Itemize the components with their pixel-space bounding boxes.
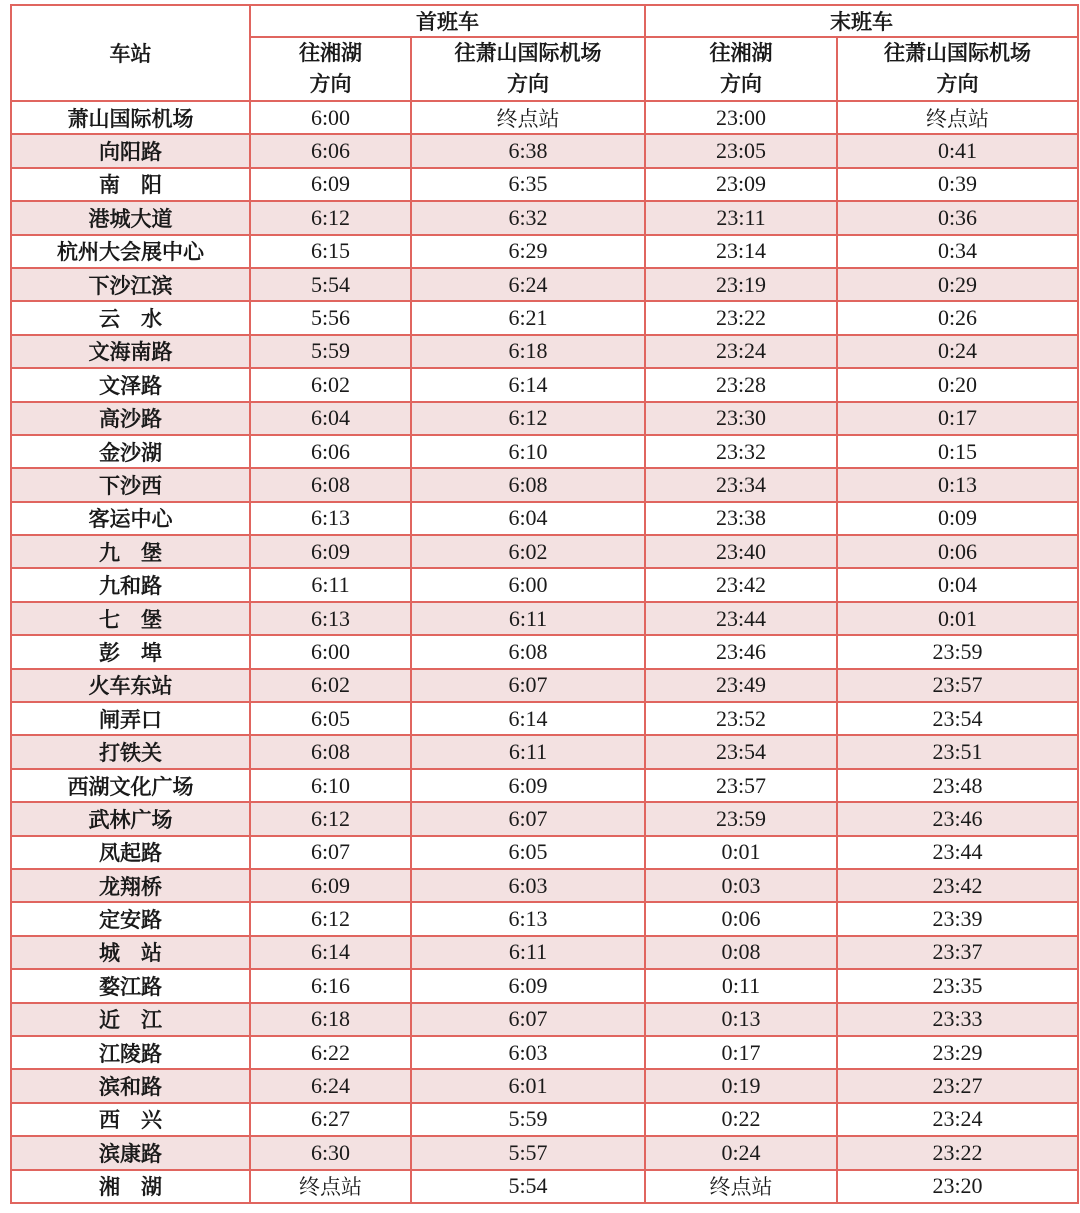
direction-label-line1: 往萧山国际机场 — [884, 41, 1031, 65]
station-name-cell: 火车东站 — [11, 669, 250, 702]
station-name-cell: 西 兴 — [11, 1103, 250, 1136]
table-row — [11, 1103, 1078, 1136]
last-train-xianghu-cell: 0:01 — [645, 836, 837, 869]
first-train-xianghu-cell: 5:59 — [250, 335, 411, 368]
first-train-xianghu-cell: 6:02 — [250, 368, 411, 401]
first-train-airport-cell: 6:12 — [411, 402, 645, 435]
last-train-airport-cell: 终点站 — [837, 101, 1078, 134]
station-name-cell: 向阳路 — [11, 134, 250, 167]
first-train-airport-cell: 5:57 — [411, 1136, 645, 1169]
table-row — [11, 969, 1078, 1002]
table-row — [11, 568, 1078, 601]
last-train-airport-cell: 23:27 — [837, 1069, 1078, 1102]
last-train-airport-cell: 23:29 — [837, 1036, 1078, 1069]
first-train-airport-cell: 6:01 — [411, 1069, 645, 1102]
station-name-cell: 云 水 — [11, 301, 250, 334]
first-train-airport-cell: 6:03 — [411, 869, 645, 902]
first-train-airport-cell: 6:11 — [411, 936, 645, 969]
table-row — [11, 335, 1078, 368]
station-name-cell: 凤起路 — [11, 836, 250, 869]
first-train-airport-cell: 6:07 — [411, 1003, 645, 1036]
last-train-xianghu-cell: 0:06 — [645, 902, 837, 935]
first-train-xianghu-cell: 6:09 — [250, 535, 411, 568]
station-name-cell: 七 堡 — [11, 602, 250, 635]
last-train-xianghu-cell: 0:08 — [645, 936, 837, 969]
first-train-airport-cell: 6:21 — [411, 301, 645, 334]
direction-label-line1: 往湘湖 — [299, 41, 362, 65]
station-name-cell: 杭州大会展中心 — [11, 235, 250, 268]
first-train-airport-cell: 6:05 — [411, 836, 645, 869]
last-train-airport-cell: 23:22 — [837, 1136, 1078, 1169]
direction-label-line2: 方向 — [720, 72, 762, 96]
first-train-xianghu-cell: 6:08 — [250, 735, 411, 768]
first-train-airport-cell: 5:59 — [411, 1103, 645, 1136]
first-train-xianghu-cell: 6:08 — [250, 468, 411, 501]
first-train-airport-cell: 6:29 — [411, 235, 645, 268]
first-train-xianghu-cell: 6:04 — [250, 402, 411, 435]
last-train-xianghu-cell: 0:19 — [645, 1069, 837, 1102]
last-train-airport-cell: 0:04 — [837, 568, 1078, 601]
station-name-cell: 滨和路 — [11, 1069, 250, 1102]
station-name-cell: 城 站 — [11, 936, 250, 969]
station-name-cell: 滨康路 — [11, 1136, 250, 1169]
station-name-cell: 湘 湖 — [11, 1170, 250, 1203]
last-train-xianghu-cell: 0:24 — [645, 1136, 837, 1169]
station-name-cell: 闸弄口 — [11, 702, 250, 735]
table-row — [11, 535, 1078, 568]
first-train-airport-cell: 6:24 — [411, 268, 645, 301]
last-train-airport-cell: 0:01 — [837, 602, 1078, 635]
station-name-cell: 武林广场 — [11, 802, 250, 835]
last-train-xianghu-cell: 23:32 — [645, 435, 837, 468]
last-train-airport-cell: 23:33 — [837, 1003, 1078, 1036]
last-train-airport-cell: 23:35 — [837, 969, 1078, 1002]
table-row — [11, 268, 1078, 301]
last-train-airport-cell: 0:17 — [837, 402, 1078, 435]
first-train-xianghu-cell: 6:30 — [250, 1136, 411, 1169]
last-train-airport-cell: 23:44 — [837, 836, 1078, 869]
last-train-xianghu-cell: 23:52 — [645, 702, 837, 735]
table-row — [11, 201, 1078, 234]
last-train-airport-cell: 23:42 — [837, 869, 1078, 902]
first-train-airport-cell: 6:03 — [411, 1036, 645, 1069]
last-train-airport-cell: 23:20 — [837, 1170, 1078, 1203]
station-name-cell: 南 阳 — [11, 168, 250, 201]
last-xianghu-direction-header — [645, 37, 837, 101]
last-train-airport-cell: 0:15 — [837, 435, 1078, 468]
last-train-airport-cell: 23:57 — [837, 669, 1078, 702]
first-train-xianghu-cell: 6:12 — [250, 201, 411, 234]
table-row — [11, 1036, 1078, 1069]
last-train-airport-cell: 23:54 — [837, 702, 1078, 735]
station-name-cell: 高沙路 — [11, 402, 250, 435]
table-row — [11, 936, 1078, 969]
first-train-xianghu-cell: 6:10 — [250, 769, 411, 802]
table-row — [11, 635, 1078, 668]
last-train-xianghu-cell: 23:14 — [645, 235, 837, 268]
last-train-xianghu-cell: 23:24 — [645, 335, 837, 368]
table-row — [11, 1069, 1078, 1102]
table-row — [11, 235, 1078, 268]
last-train-header: 末班车 — [645, 5, 1078, 37]
station-name-cell: 定安路 — [11, 902, 250, 935]
station-name-cell: 金沙湖 — [11, 435, 250, 468]
table-row — [11, 468, 1078, 501]
table-row — [11, 735, 1078, 768]
table-row — [11, 1170, 1078, 1203]
table-row — [11, 802, 1078, 835]
table-row — [11, 301, 1078, 334]
first-train-airport-cell: 6:11 — [411, 602, 645, 635]
last-train-xianghu-cell: 0:13 — [645, 1003, 837, 1036]
table-row — [11, 1003, 1078, 1036]
last-train-airport-cell: 23:48 — [837, 769, 1078, 802]
first-train-airport-cell: 6:38 — [411, 134, 645, 167]
first-train-airport-cell: 6:08 — [411, 635, 645, 668]
last-train-airport-cell: 23:51 — [837, 735, 1078, 768]
table-row — [11, 134, 1078, 167]
station-name-cell: 下沙西 — [11, 468, 250, 501]
last-train-airport-cell: 0:36 — [837, 201, 1078, 234]
first-train-xianghu-cell: 6:06 — [250, 134, 411, 167]
table-row — [11, 435, 1078, 468]
last-train-xianghu-cell: 0:11 — [645, 969, 837, 1002]
first-train-xianghu-cell: 6:00 — [250, 101, 411, 134]
timetable — [10, 4, 1079, 1204]
first-train-airport-cell: 6:04 — [411, 502, 645, 535]
last-train-xianghu-cell: 23:22 — [645, 301, 837, 334]
first-train-xianghu-cell: 5:56 — [250, 301, 411, 334]
first-train-airport-cell: 6:07 — [411, 669, 645, 702]
first-train-xianghu-cell: 6:18 — [250, 1003, 411, 1036]
station-name-cell: 九 堡 — [11, 535, 250, 568]
first-train-xianghu-cell: 6:24 — [250, 1069, 411, 1102]
last-train-xianghu-cell: 23:42 — [645, 568, 837, 601]
first-train-airport-cell: 6:02 — [411, 535, 645, 568]
first-train-xianghu-cell: 6:07 — [250, 836, 411, 869]
station-name-cell: 九和路 — [11, 568, 250, 601]
table-row — [11, 669, 1078, 702]
station-name-cell: 下沙江滨 — [11, 268, 250, 301]
first-train-xianghu-cell: 6:13 — [250, 602, 411, 635]
last-train-airport-cell: 0:26 — [837, 301, 1078, 334]
first-train-xianghu-cell: 6:02 — [250, 669, 411, 702]
last-train-airport-cell: 23:59 — [837, 635, 1078, 668]
last-train-xianghu-cell: 23:44 — [645, 602, 837, 635]
station-name-cell: 打铁关 — [11, 735, 250, 768]
table-row — [11, 101, 1078, 134]
last-train-airport-cell: 23:37 — [837, 936, 1078, 969]
first-train-xianghu-cell: 终点站 — [250, 1170, 411, 1203]
first-airport-direction-header — [411, 37, 645, 101]
last-train-xianghu-cell: 23:28 — [645, 368, 837, 401]
first-train-xianghu-cell: 6:13 — [250, 502, 411, 535]
first-train-airport-cell: 5:54 — [411, 1170, 645, 1203]
first-train-xianghu-cell: 5:54 — [250, 268, 411, 301]
table-row — [11, 869, 1078, 902]
last-train-xianghu-cell: 0:03 — [645, 869, 837, 902]
table-row — [11, 702, 1078, 735]
station-name-cell: 客运中心 — [11, 502, 250, 535]
station-name-cell: 近 江 — [11, 1003, 250, 1036]
first-train-xianghu-cell: 6:15 — [250, 235, 411, 268]
last-train-xianghu-cell: 23:19 — [645, 268, 837, 301]
last-train-xianghu-cell: 23:57 — [645, 769, 837, 802]
first-train-airport-cell: 6:08 — [411, 468, 645, 501]
table-row — [11, 402, 1078, 435]
last-train-xianghu-cell: 23:54 — [645, 735, 837, 768]
last-train-airport-cell: 0:06 — [837, 535, 1078, 568]
station-header: 车站 — [11, 5, 250, 101]
first-train-xianghu-cell: 6:00 — [250, 635, 411, 668]
last-train-xianghu-cell: 23:09 — [645, 168, 837, 201]
last-train-airport-cell: 0:29 — [837, 268, 1078, 301]
last-train-xianghu-cell: 终点站 — [645, 1170, 837, 1203]
first-train-airport-cell: 6:18 — [411, 335, 645, 368]
first-train-airport-cell: 6:10 — [411, 435, 645, 468]
first-train-airport-cell: 6:14 — [411, 368, 645, 401]
first-train-xianghu-cell: 6:22 — [250, 1036, 411, 1069]
last-train-airport-cell: 0:20 — [837, 368, 1078, 401]
first-train-xianghu-cell: 6:12 — [250, 902, 411, 935]
last-train-xianghu-cell: 23:11 — [645, 201, 837, 234]
first-train-xianghu-cell: 6:09 — [250, 869, 411, 902]
timetable-body — [11, 101, 1078, 1203]
first-train-airport-cell: 6:09 — [411, 769, 645, 802]
table-row — [11, 902, 1078, 935]
last-airport-direction-header — [837, 37, 1078, 101]
first-train-airport-cell: 6:07 — [411, 802, 645, 835]
first-train-airport-cell: 6:13 — [411, 902, 645, 935]
header-row-1 — [11, 5, 1078, 37]
first-train-airport-cell: 6:32 — [411, 201, 645, 234]
last-train-airport-cell: 0:13 — [837, 468, 1078, 501]
first-train-xianghu-cell: 6:12 — [250, 802, 411, 835]
station-name-cell: 港城大道 — [11, 201, 250, 234]
station-name-cell: 西湖文化广场 — [11, 769, 250, 802]
last-train-xianghu-cell: 23:34 — [645, 468, 837, 501]
last-train-xianghu-cell: 23:05 — [645, 134, 837, 167]
station-name-cell: 彭 埠 — [11, 635, 250, 668]
first-train-xianghu-cell: 6:27 — [250, 1103, 411, 1136]
first-train-airport-cell: 终点站 — [411, 101, 645, 134]
first-train-airport-cell: 6:14 — [411, 702, 645, 735]
first-train-xianghu-cell: 6:05 — [250, 702, 411, 735]
last-train-airport-cell: 0:39 — [837, 168, 1078, 201]
table-row — [11, 502, 1078, 535]
last-train-xianghu-cell: 23:38 — [645, 502, 837, 535]
table-row — [11, 836, 1078, 869]
table-row — [11, 368, 1078, 401]
table-row — [11, 769, 1078, 802]
last-train-xianghu-cell: 0:17 — [645, 1036, 837, 1069]
direction-label-line1: 往湘湖 — [709, 41, 773, 65]
last-train-xianghu-cell: 23:30 — [645, 402, 837, 435]
last-train-xianghu-cell: 23:46 — [645, 635, 837, 668]
last-train-airport-cell: 0:34 — [837, 235, 1078, 268]
station-name-cell: 文泽路 — [11, 368, 250, 401]
direction-label-line2: 方向 — [507, 72, 549, 96]
first-train-airport-cell: 6:11 — [411, 735, 645, 768]
station-name-cell: 婺江路 — [11, 969, 250, 1002]
table-row — [11, 602, 1078, 635]
last-train-airport-cell: 0:09 — [837, 502, 1078, 535]
first-train-header: 首班车 — [250, 5, 645, 37]
first-train-airport-cell: 6:35 — [411, 168, 645, 201]
first-train-xianghu-cell: 6:09 — [250, 168, 411, 201]
station-name-cell: 文海南路 — [11, 335, 250, 368]
first-train-airport-cell: 6:09 — [411, 969, 645, 1002]
table-row — [11, 168, 1078, 201]
table-row — [11, 1136, 1078, 1169]
last-train-airport-cell: 0:24 — [837, 335, 1078, 368]
last-train-xianghu-cell: 23:40 — [645, 535, 837, 568]
direction-label-line2: 方向 — [309, 72, 352, 96]
direction-label-line1: 往萧山国际机场 — [454, 41, 602, 65]
first-train-xianghu-cell: 6:14 — [250, 936, 411, 969]
station-name-cell: 江陵路 — [11, 1036, 250, 1069]
last-train-xianghu-cell: 23:00 — [645, 101, 837, 134]
last-train-airport-cell: 23:39 — [837, 902, 1078, 935]
station-name-cell: 萧山国际机场 — [11, 101, 250, 134]
first-xianghu-direction-header — [250, 37, 411, 101]
last-train-airport-cell: 0:41 — [837, 134, 1078, 167]
first-train-xianghu-cell: 6:16 — [250, 969, 411, 1002]
last-train-xianghu-cell: 23:59 — [645, 802, 837, 835]
last-train-airport-cell: 23:24 — [837, 1103, 1078, 1136]
first-train-airport-cell: 6:00 — [411, 568, 645, 601]
first-train-xianghu-cell: 6:11 — [250, 568, 411, 601]
last-train-xianghu-cell: 0:22 — [645, 1103, 837, 1136]
last-train-xianghu-cell: 23:49 — [645, 669, 837, 702]
direction-label-line2: 方向 — [936, 72, 979, 96]
station-name-cell: 龙翔桥 — [11, 869, 250, 902]
first-train-xianghu-cell: 6:06 — [250, 435, 411, 468]
last-train-airport-cell: 23:46 — [837, 802, 1078, 835]
